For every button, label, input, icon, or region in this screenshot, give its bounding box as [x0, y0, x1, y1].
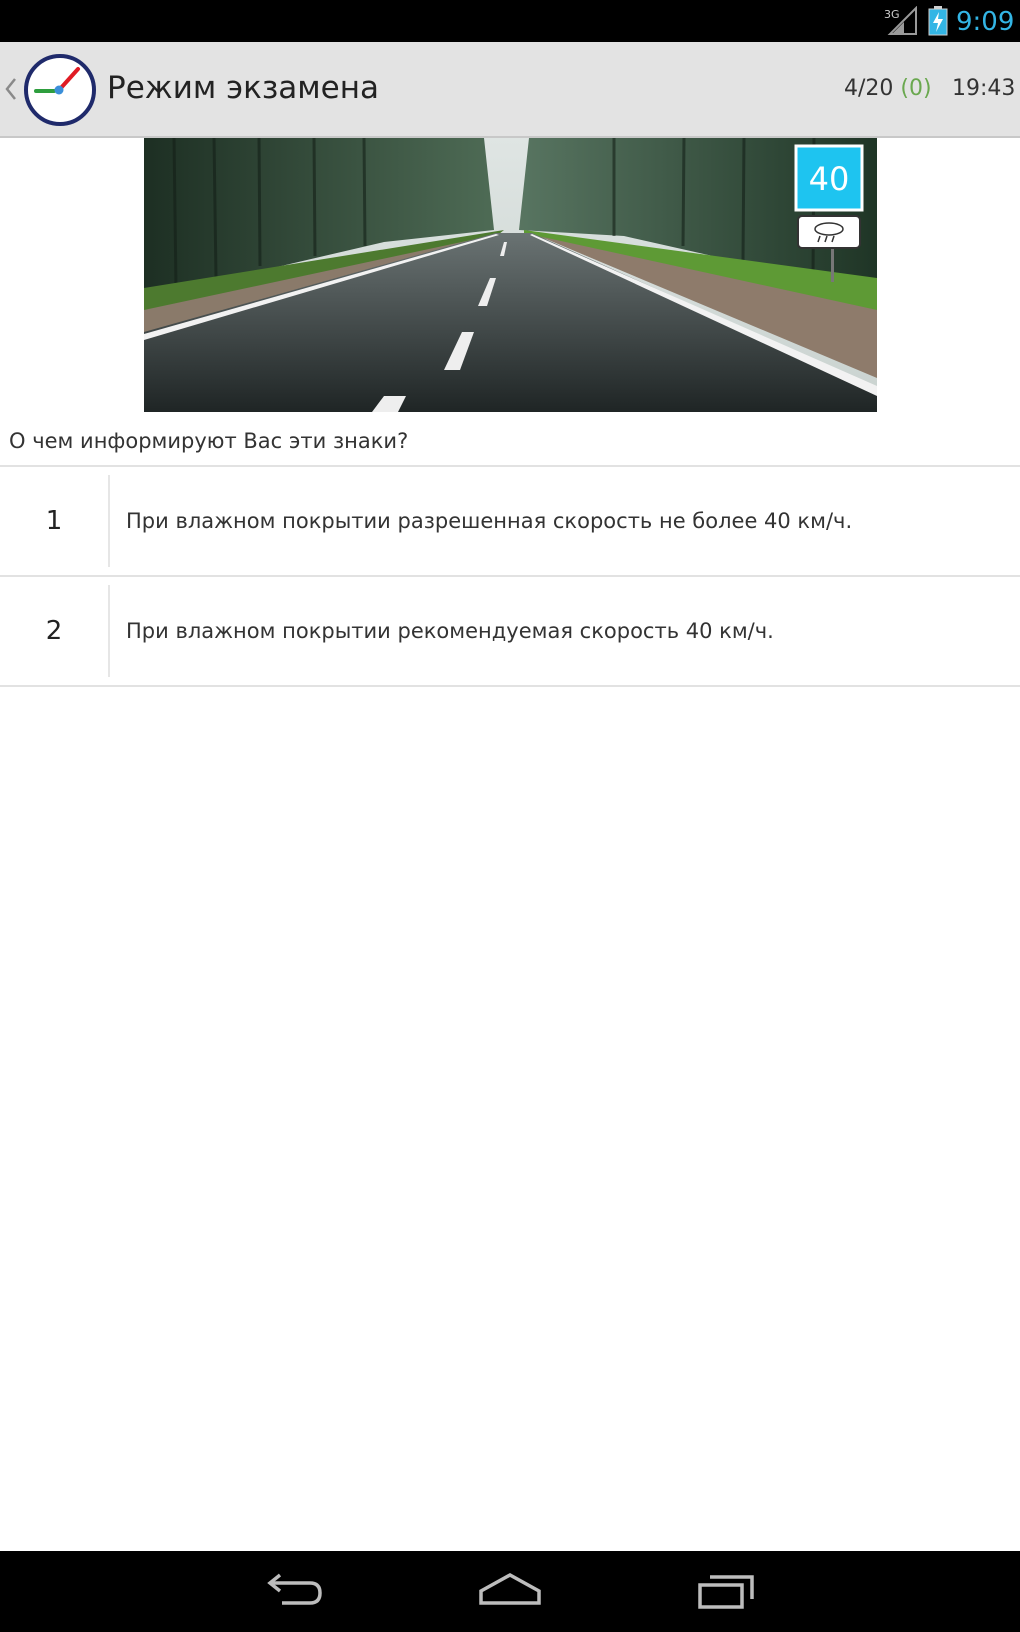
back-icon[interactable] [258, 1569, 328, 1613]
status-clock: 9:09 [956, 7, 1015, 37]
home-icon[interactable] [475, 1569, 545, 1613]
progress-counter: 4/20 [844, 76, 894, 101]
answer-text: При влажном покрытии рекомендуемая скорость 40 км/ч. [126, 619, 774, 643]
answer-separator [108, 475, 110, 567]
answer-option-2[interactable] [0, 577, 1020, 685]
answer-option-1[interactable] [0, 467, 1020, 575]
chevron-left-icon[interactable] [4, 76, 18, 102]
question-progress [844, 74, 932, 104]
speed-sign-value: 40 [808, 160, 850, 198]
recents-icon[interactable] [692, 1569, 762, 1613]
question-text: О чем информируют Вас эти знаки? [9, 429, 409, 453]
status-bar [0, 0, 1020, 42]
network-type-label: 3G [884, 8, 900, 21]
exam-timer: 19:43 [952, 76, 1016, 101]
navigation-bar [0, 1551, 1020, 1632]
answer-number: 1 [45, 506, 63, 536]
question-image [144, 138, 877, 412]
app-logo-icon[interactable] [22, 52, 98, 128]
answer-number: 2 [45, 616, 63, 646]
battery-icon [928, 6, 948, 36]
answer-text: При влажном покрытии разрешенная скорость не более 40 км/ч. [126, 509, 853, 533]
divider [0, 685, 1020, 687]
action-bar [0, 42, 1020, 138]
screen-title: Режим экзамена [107, 70, 380, 106]
signal-icon [884, 6, 918, 36]
error-score: (0) [900, 76, 932, 101]
answer-separator [108, 585, 110, 677]
